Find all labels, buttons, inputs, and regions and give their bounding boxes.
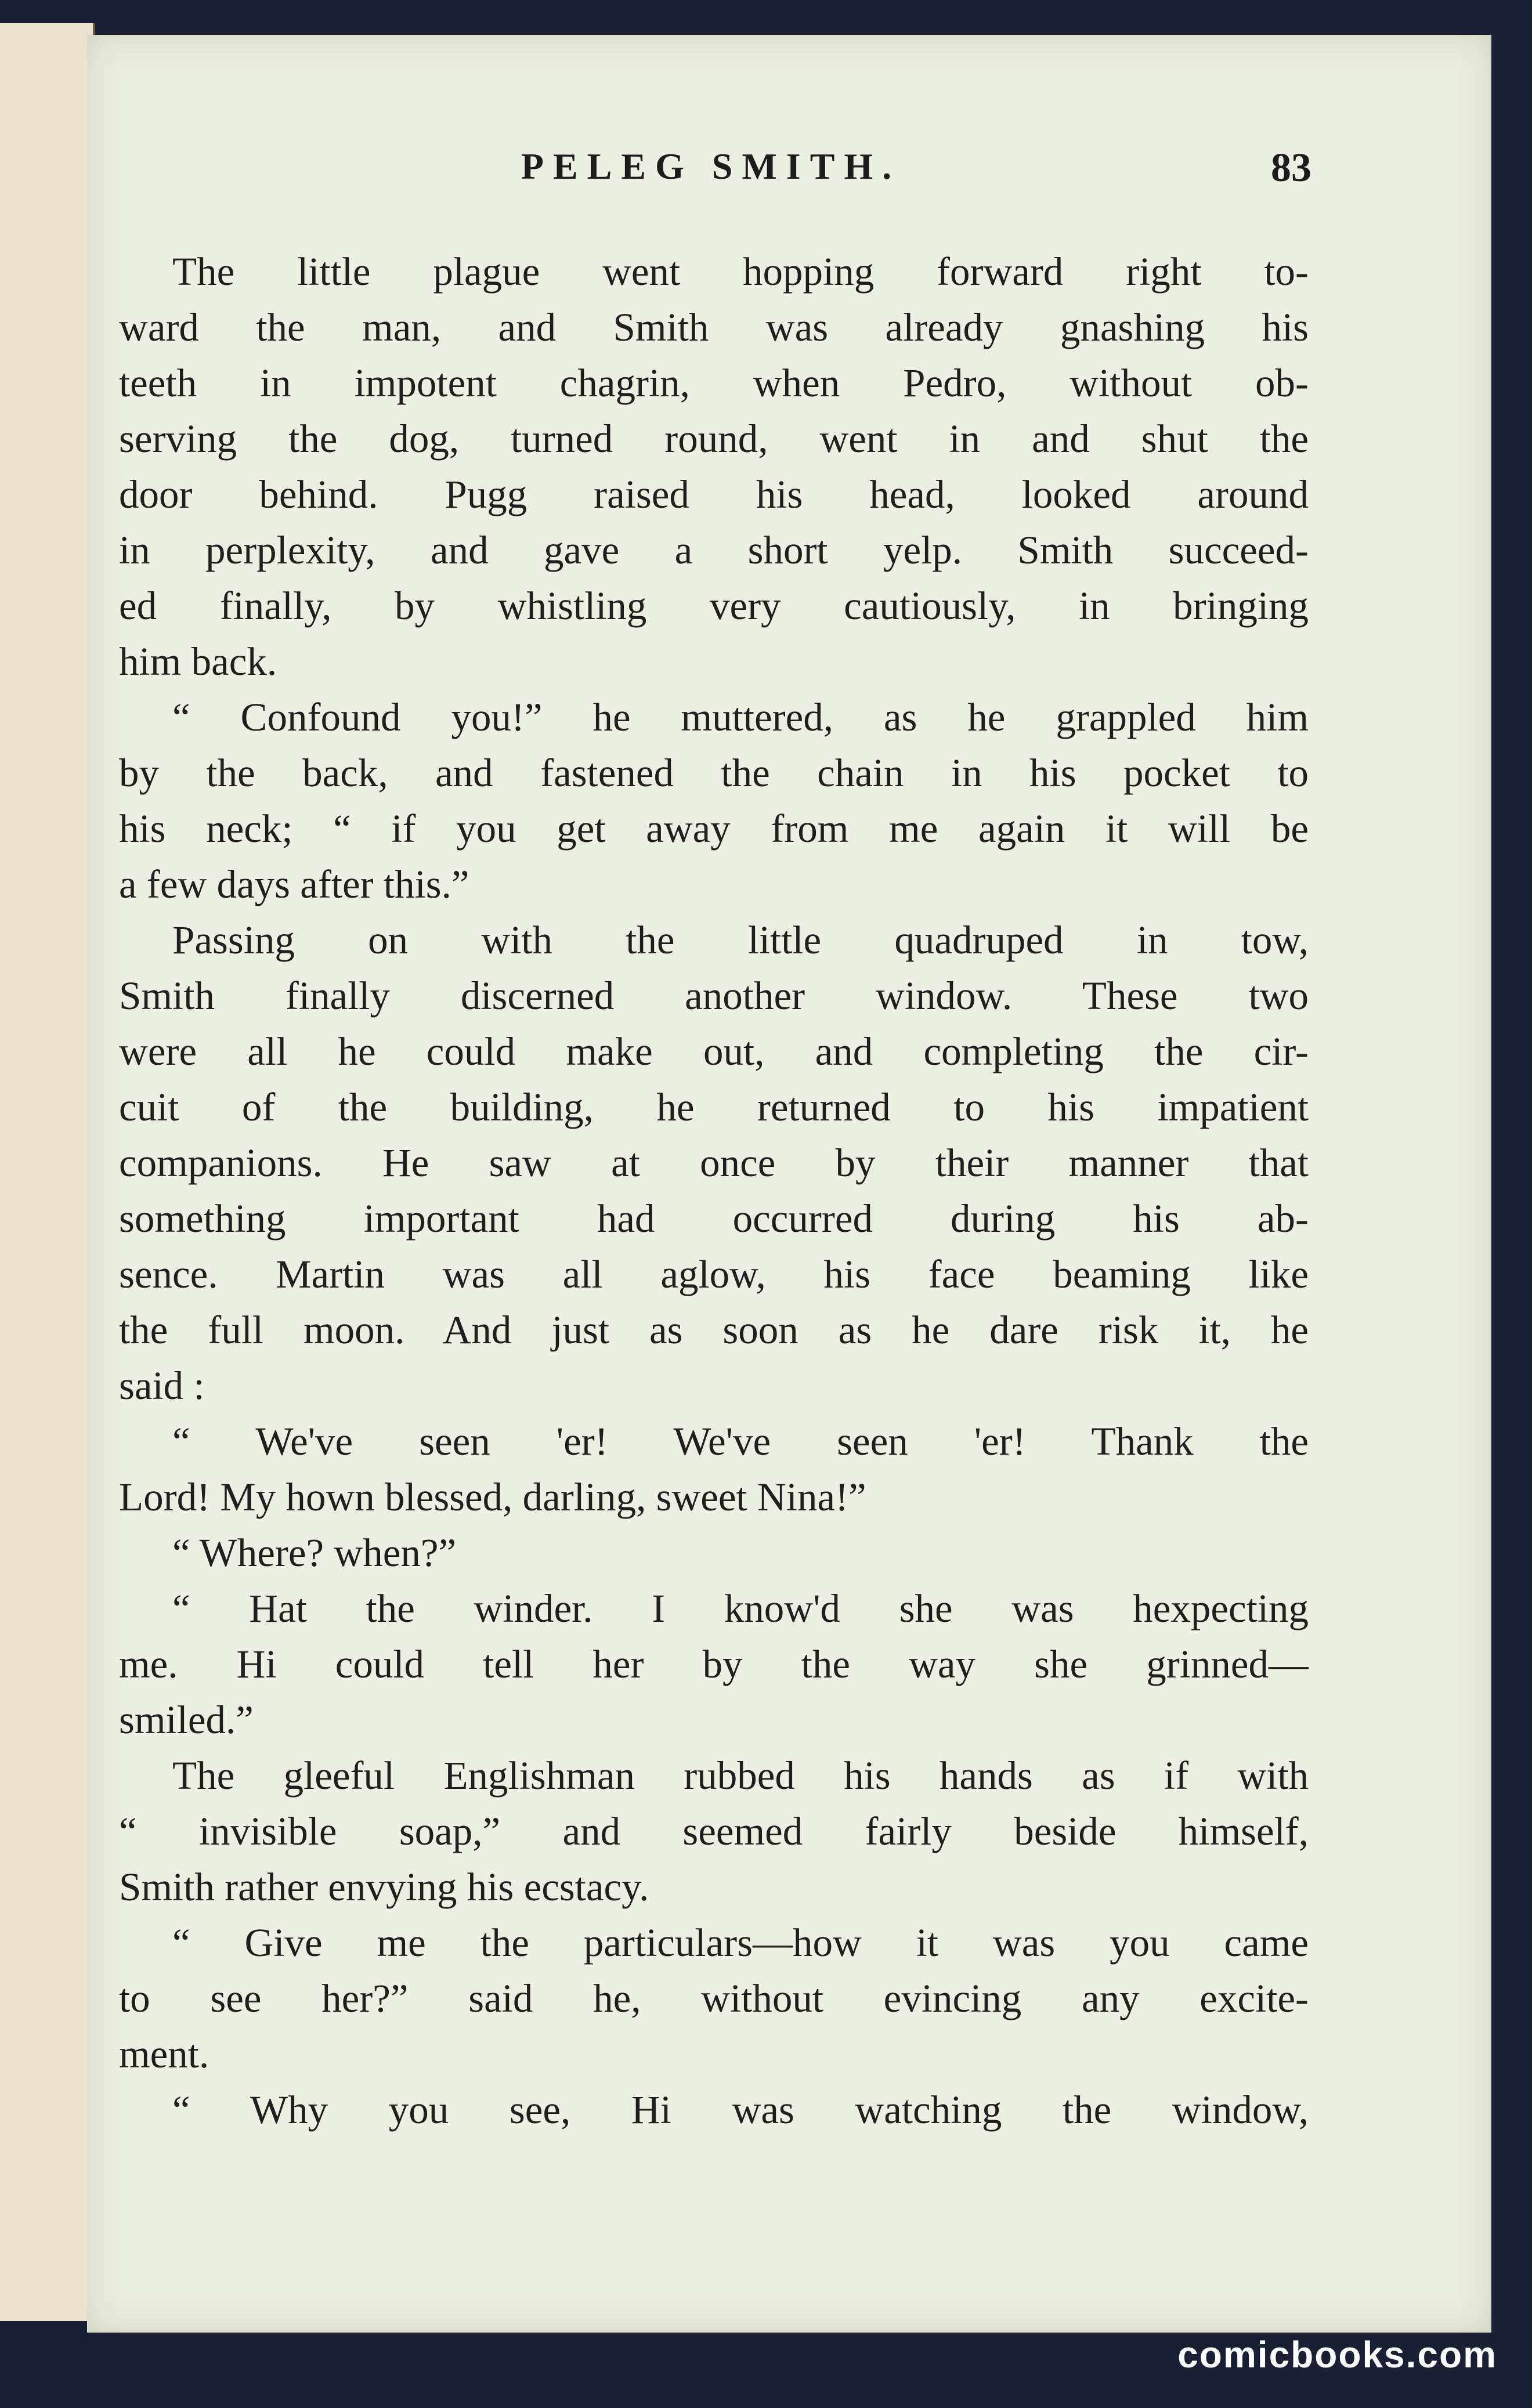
text-line: Smith rather envying his ecstacy. [119, 1865, 649, 1909]
text-line: “ Where? when?” [172, 1531, 457, 1575]
text-line: his neck; “ if you get away from me again it will be [119, 807, 1309, 851]
watermark: comicbooks.com [1177, 2334, 1497, 2376]
text-line: “ invisible soap,” and seemed fairly beside himself, [119, 1809, 1309, 1853]
text-line: smiled.” [119, 1698, 254, 1742]
text-line: ward the man, and Smith was already gnashing his [119, 305, 1309, 349]
text-line: “ Why you see, Hi was watching the window, [172, 2088, 1309, 2132]
text-line: Smith finally discerned another window. These two [119, 974, 1309, 1018]
text-line: The little plague went hopping forward right to- [172, 250, 1309, 294]
running-head: PELEG SMITH. [521, 146, 901, 187]
text-line: me. Hi could tell her by the way she grinned— [119, 1642, 1309, 1686]
text-line: ed finally, by whistling very cautiously, in bringing [119, 584, 1309, 628]
text-line: serving the dog, turned round, went in and shut the [119, 417, 1309, 461]
text-line: something important had occurred during his ab- [119, 1196, 1309, 1241]
text-line: said : [119, 1364, 205, 1408]
facing-page-edge [0, 23, 95, 2321]
text-line: “ Give me the particulars—how it was you came [172, 1921, 1309, 1965]
page-header [110, 145, 1311, 203]
text-line: “ Hat the winder. I know'd she was hexpecting [172, 1586, 1309, 1630]
text-line: “ Confound you!” he muttered, as he grappled him [172, 695, 1309, 739]
text-line: Passing on with the little quadruped in tow, [172, 918, 1309, 962]
text-line: by the back, and fastened the chain in his pocket to [119, 751, 1309, 795]
text-line: to see her?” said he, without evincing any excite- [119, 1976, 1309, 2020]
text-line: the full moon. And just as soon as he dare risk it, he [119, 1308, 1309, 1352]
text-line: him back. [119, 639, 277, 684]
text-line: ment. [119, 2032, 209, 2076]
text-line: companions. He saw at once by their manner that [119, 1141, 1309, 1185]
text-line: sence. Martin was all aglow, his face beaming like [119, 1252, 1309, 1296]
text-line: were all he could make out, and completing the cir- [119, 1029, 1309, 1073]
text-line: cuit of the building, he returned to his impatient [119, 1085, 1309, 1129]
text-line: door behind. Pugg raised his head, looked around [119, 472, 1309, 516]
page-number: 83 [1271, 146, 1311, 190]
text-line: in perplexity, and gave a short yelp. Smith succeed- [119, 528, 1309, 572]
text-line: “ We've seen 'er! We've seen 'er! Thank the [172, 1419, 1309, 1463]
text-line: teeth in impotent chagrin, when Pedro, without ob- [119, 361, 1309, 405]
text-line: Lord! My hown blessed, darling, sweet Nina!” [119, 1475, 866, 1519]
text-line: a few days after this.” [119, 862, 469, 906]
text-line: The gleeful Englishman rubbed his hands as if with [172, 1753, 1309, 1798]
body-text [119, 244, 1309, 2138]
